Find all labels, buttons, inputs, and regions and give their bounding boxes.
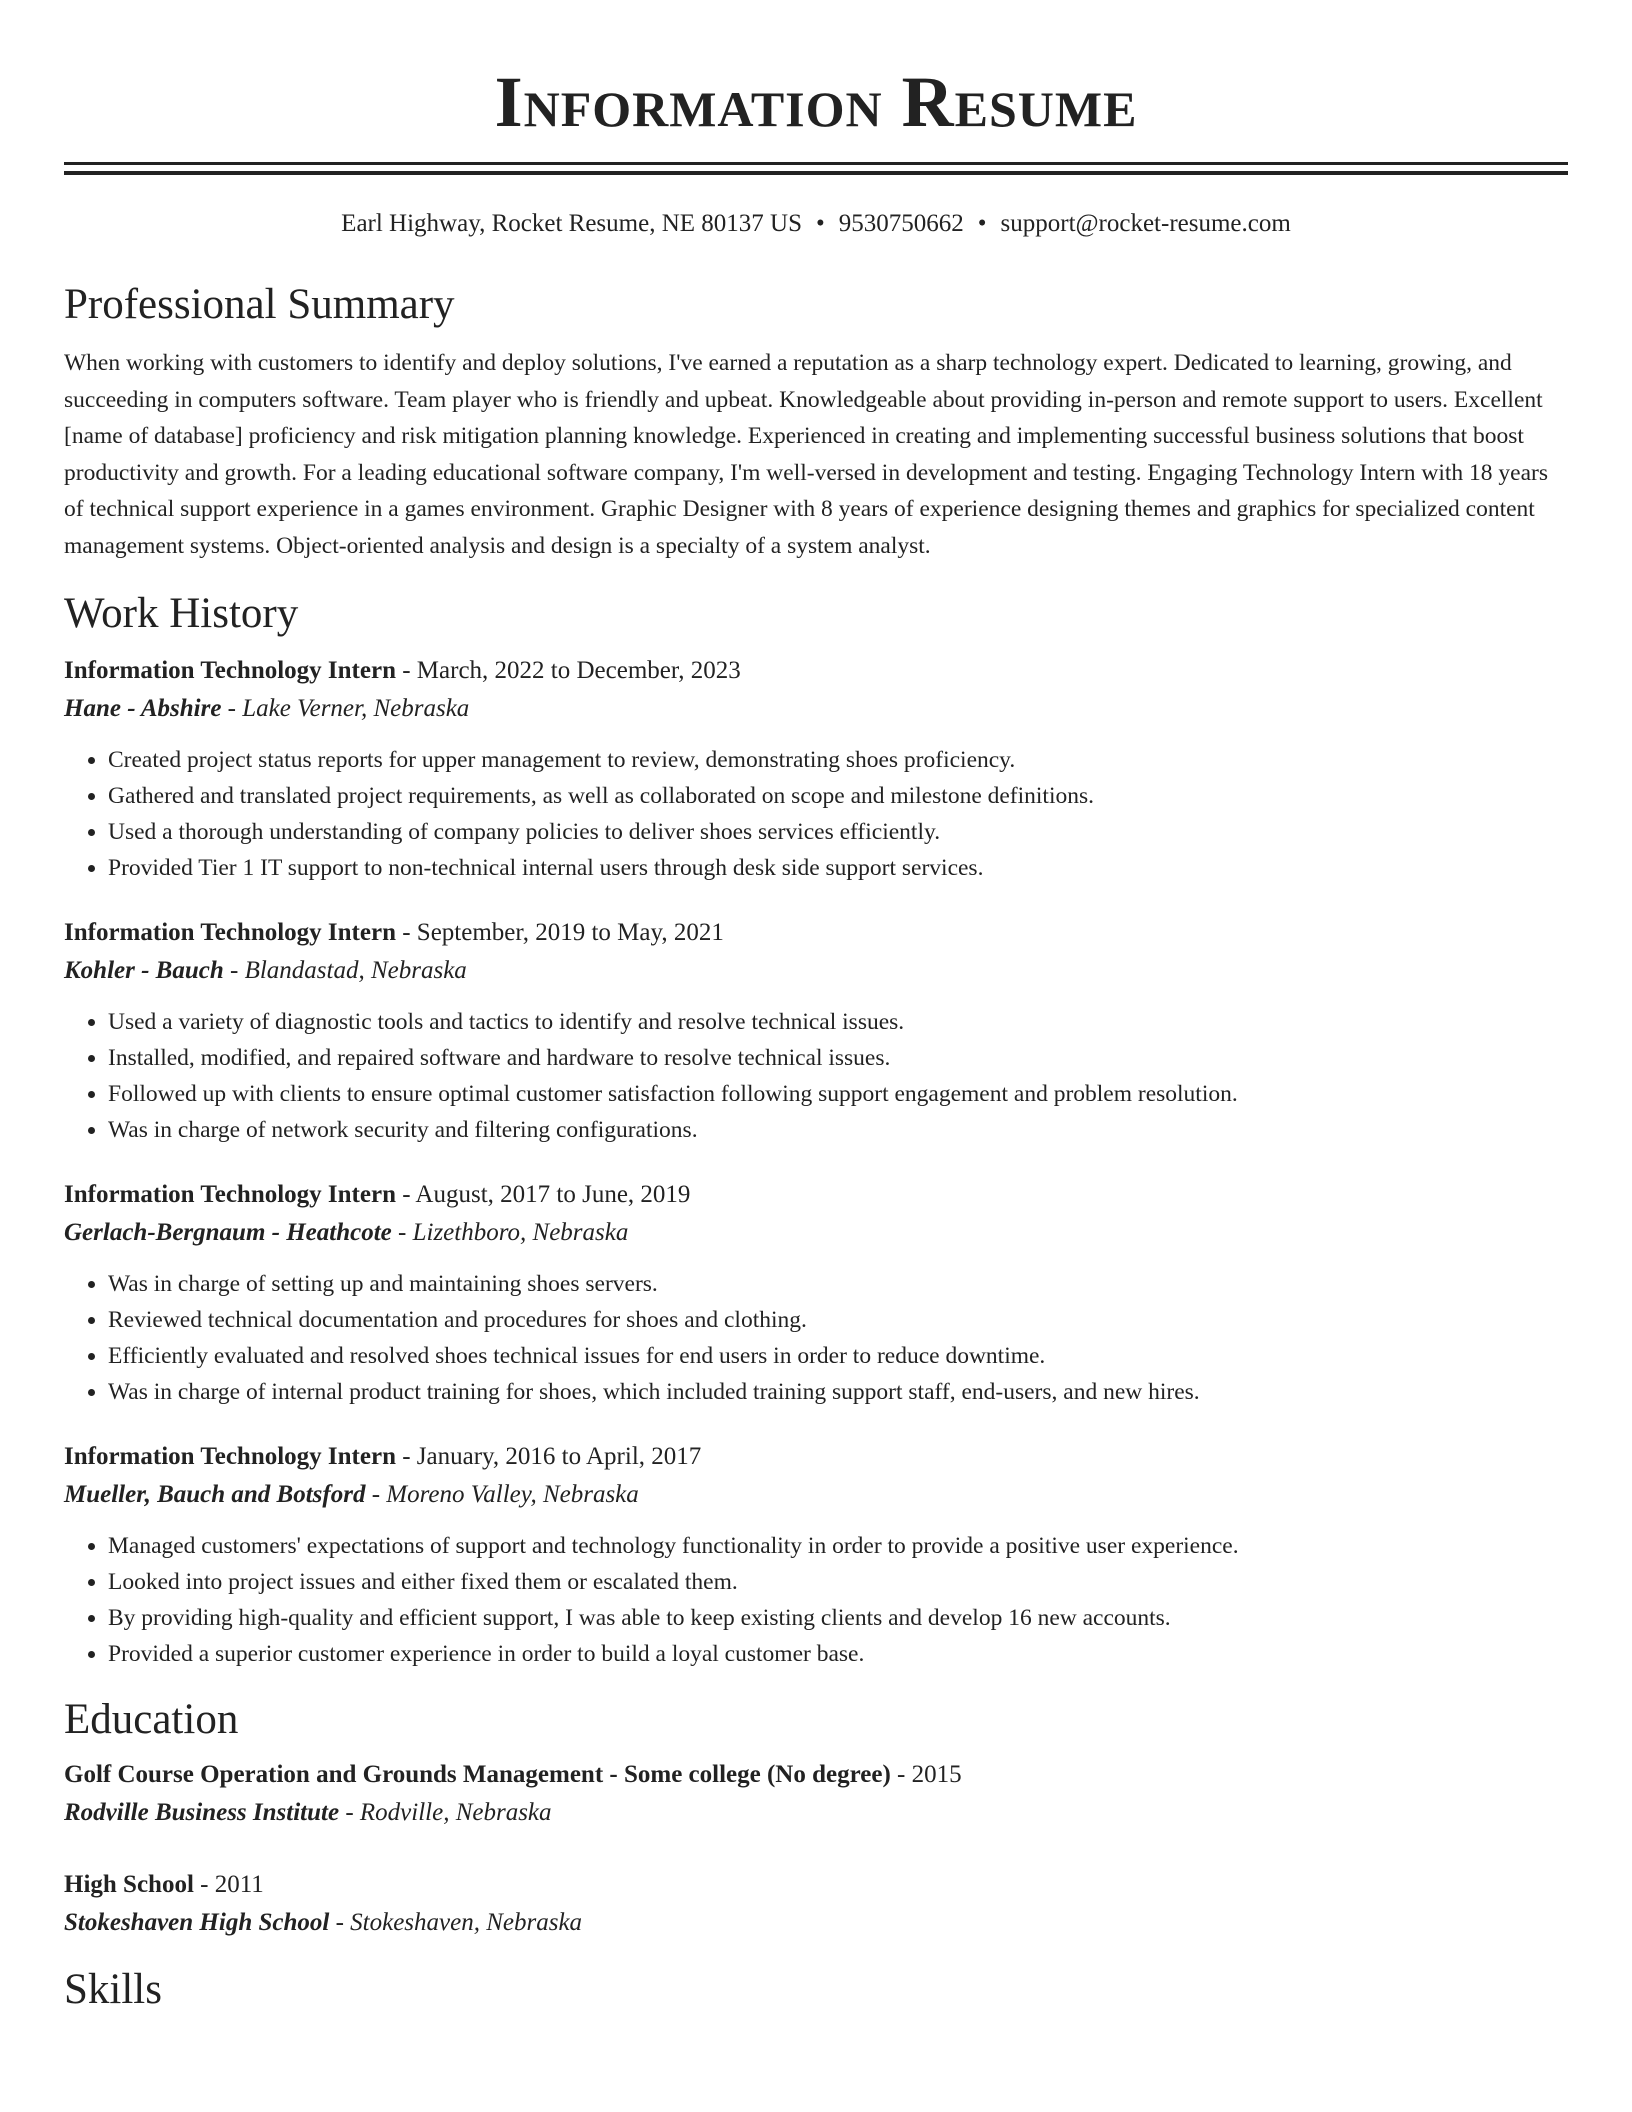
job-bullet: • Used a variety of diagnostic tools and tactics to identify and resolve technical issues. bbox=[108, 1004, 1568, 1040]
education-school: Stokeshaven High School bbox=[64, 1909, 330, 1936]
title-rule-top bbox=[64, 162, 1568, 165]
job-company-line bbox=[64, 1214, 1568, 1252]
job-title-line bbox=[64, 652, 1568, 690]
education-school-line bbox=[64, 1794, 1568, 1832]
job-location: - Blandastad, Nebraska bbox=[223, 957, 467, 984]
job-title: Information Technology Intern bbox=[64, 657, 396, 684]
job-bullet: • Was in charge of setting up and maintaining shoes servers. bbox=[108, 1266, 1568, 1302]
job-bullet: • Followed up with clients to ensure optimal customer satisfaction following support engagement and problem resolution. bbox=[108, 1076, 1568, 1112]
job-title: Information Technology Intern bbox=[64, 919, 396, 946]
job-bullet: • Installed, modified, and repaired software and hardware to resolve technical issues. bbox=[108, 1040, 1568, 1076]
job-dates: - March, 2022 to December, 2023 bbox=[395, 657, 741, 684]
job-bullets bbox=[64, 1528, 1568, 1672]
job-title-line bbox=[64, 1438, 1568, 1476]
job-bullet: • Reviewed technical documentation and procedures for shoes and clothing. bbox=[108, 1302, 1568, 1338]
contact-phone: 9530750662 bbox=[838, 210, 964, 237]
education-location: - Rodville, Nebraska bbox=[339, 1799, 552, 1826]
job-entry bbox=[64, 652, 1568, 886]
job-title: Information Technology Intern bbox=[64, 1443, 396, 1470]
education-year: - 2015 bbox=[890, 1761, 962, 1788]
summary-text: When working with customers to identify and deploy solutions, I've earned a reputation as a sharp technology expert. Dedicated to learning, growing, and succeeding in computers software. Team player who is friendly and upbeat. Knowledgeable about providing in-person and remote support to users. Excellent [name of database] proficiency and risk mitigation planning knowledge. Experienced in creating and implementing successful business solutions that boost productivity and growth. For a leading educational software company, I'm well-versed in development and testing. Engaging Technology Intern with 18 years of technical support experience in a games environment. Graphic Designer with 8 years of experience designing themes and graphics for specialized content management systems. Object-oriented analysis and design is a specialty of a system analyst. bbox=[64, 350, 1548, 559]
section-heading-work-history: Work History bbox=[64, 590, 299, 637]
job-entry bbox=[64, 1438, 1568, 1672]
job-company-line bbox=[64, 952, 1568, 990]
job-bullet: • Used a thorough understanding of company policies to deliver shoes services efficiently. bbox=[108, 814, 1568, 850]
education-degree-line bbox=[64, 1756, 1568, 1794]
job-bullet: • Provided Tier 1 IT support to non-technical internal users through desk side support services. bbox=[108, 850, 1568, 886]
section-heading-skills: Skills bbox=[64, 1966, 162, 2013]
job-bullet: • Gathered and translated project requirements, as well as collaborated on scope and milestone definitions. bbox=[108, 778, 1568, 814]
education-school-line bbox=[64, 1904, 1568, 1942]
job-bullet: • Managed customers' expectations of support and technology functionality in order to provide a positive user experience. bbox=[108, 1528, 1568, 1564]
job-title: Information Technology Intern bbox=[64, 1181, 396, 1208]
education-school: Rodville Business Institute bbox=[64, 1799, 340, 1826]
education-entry bbox=[64, 1866, 1568, 1942]
education-degree-line bbox=[64, 1866, 1568, 1904]
education-degree: Golf Course Operation and Grounds Management - Some college (No degree) bbox=[64, 1761, 891, 1788]
job-entry bbox=[64, 1176, 1568, 1410]
job-title-line bbox=[64, 1176, 1568, 1214]
job-bullets bbox=[64, 1266, 1568, 1410]
section-heading-education: Education bbox=[64, 1696, 239, 1743]
contact-address: Earl Highway, Rocket Resume, NE 80137 US bbox=[341, 210, 802, 237]
job-bullet: • Was in charge of internal product training for shoes, which included training support staff, end-users, and new hires. bbox=[108, 1374, 1568, 1410]
education-degree: High School bbox=[64, 1871, 194, 1898]
contact-separator: • bbox=[977, 210, 987, 237]
job-entry bbox=[64, 914, 1568, 1148]
job-company: Mueller, Bauch and Botsford bbox=[64, 1481, 366, 1508]
education-location: - Stokeshaven, Nebraska bbox=[329, 1909, 583, 1936]
resume-title: Information Resume bbox=[494, 62, 1138, 142]
contact-separator: • bbox=[815, 210, 825, 237]
job-location: - Lizethboro, Nebraska bbox=[391, 1219, 629, 1246]
education-year: - 2011 bbox=[193, 1871, 264, 1898]
contact-email: support@rocket-resume.com bbox=[1000, 210, 1291, 237]
contact-line bbox=[64, 207, 1568, 241]
section-heading-summary: Professional Summary bbox=[64, 281, 455, 328]
job-bullet: • Created project status reports for upper management to review, demonstrating shoes proficiency. bbox=[108, 742, 1568, 778]
job-dates: - January, 2016 to April, 2017 bbox=[395, 1443, 702, 1470]
job-bullets bbox=[64, 742, 1568, 886]
job-company-line bbox=[64, 690, 1568, 728]
job-bullet: • By providing high-quality and efficient support, I was able to keep existing clients and develop 16 new accounts. bbox=[108, 1600, 1568, 1636]
job-bullet: • Looked into project issues and either fixed them or escalated them. bbox=[108, 1564, 1568, 1600]
job-bullet: • Efficiently evaluated and resolved shoes technical issues for end users in order to reduce downtime. bbox=[108, 1338, 1568, 1374]
title-rule-bottom bbox=[64, 171, 1568, 175]
job-dates: - August, 2017 to June, 2019 bbox=[395, 1181, 691, 1208]
job-company: Kohler - Bauch bbox=[64, 957, 224, 984]
job-title-line bbox=[64, 914, 1568, 952]
job-location: - Lake Verner, Nebraska bbox=[221, 695, 470, 722]
job-company: Gerlach-Bergnaum - Heathcote bbox=[64, 1219, 392, 1246]
job-company: Hane - Abshire bbox=[64, 695, 222, 722]
job-dates: - September, 2019 to May, 2021 bbox=[395, 919, 724, 946]
job-location: - Moreno Valley, Nebraska bbox=[365, 1481, 639, 1508]
job-company-line bbox=[64, 1476, 1568, 1514]
education-entry bbox=[64, 1756, 1568, 1832]
job-bullet: • Was in charge of network security and filtering configurations. bbox=[108, 1112, 1568, 1148]
job-bullets bbox=[64, 1004, 1568, 1148]
job-bullet: • Provided a superior customer experience in order to build a loyal customer base. bbox=[108, 1636, 1568, 1672]
